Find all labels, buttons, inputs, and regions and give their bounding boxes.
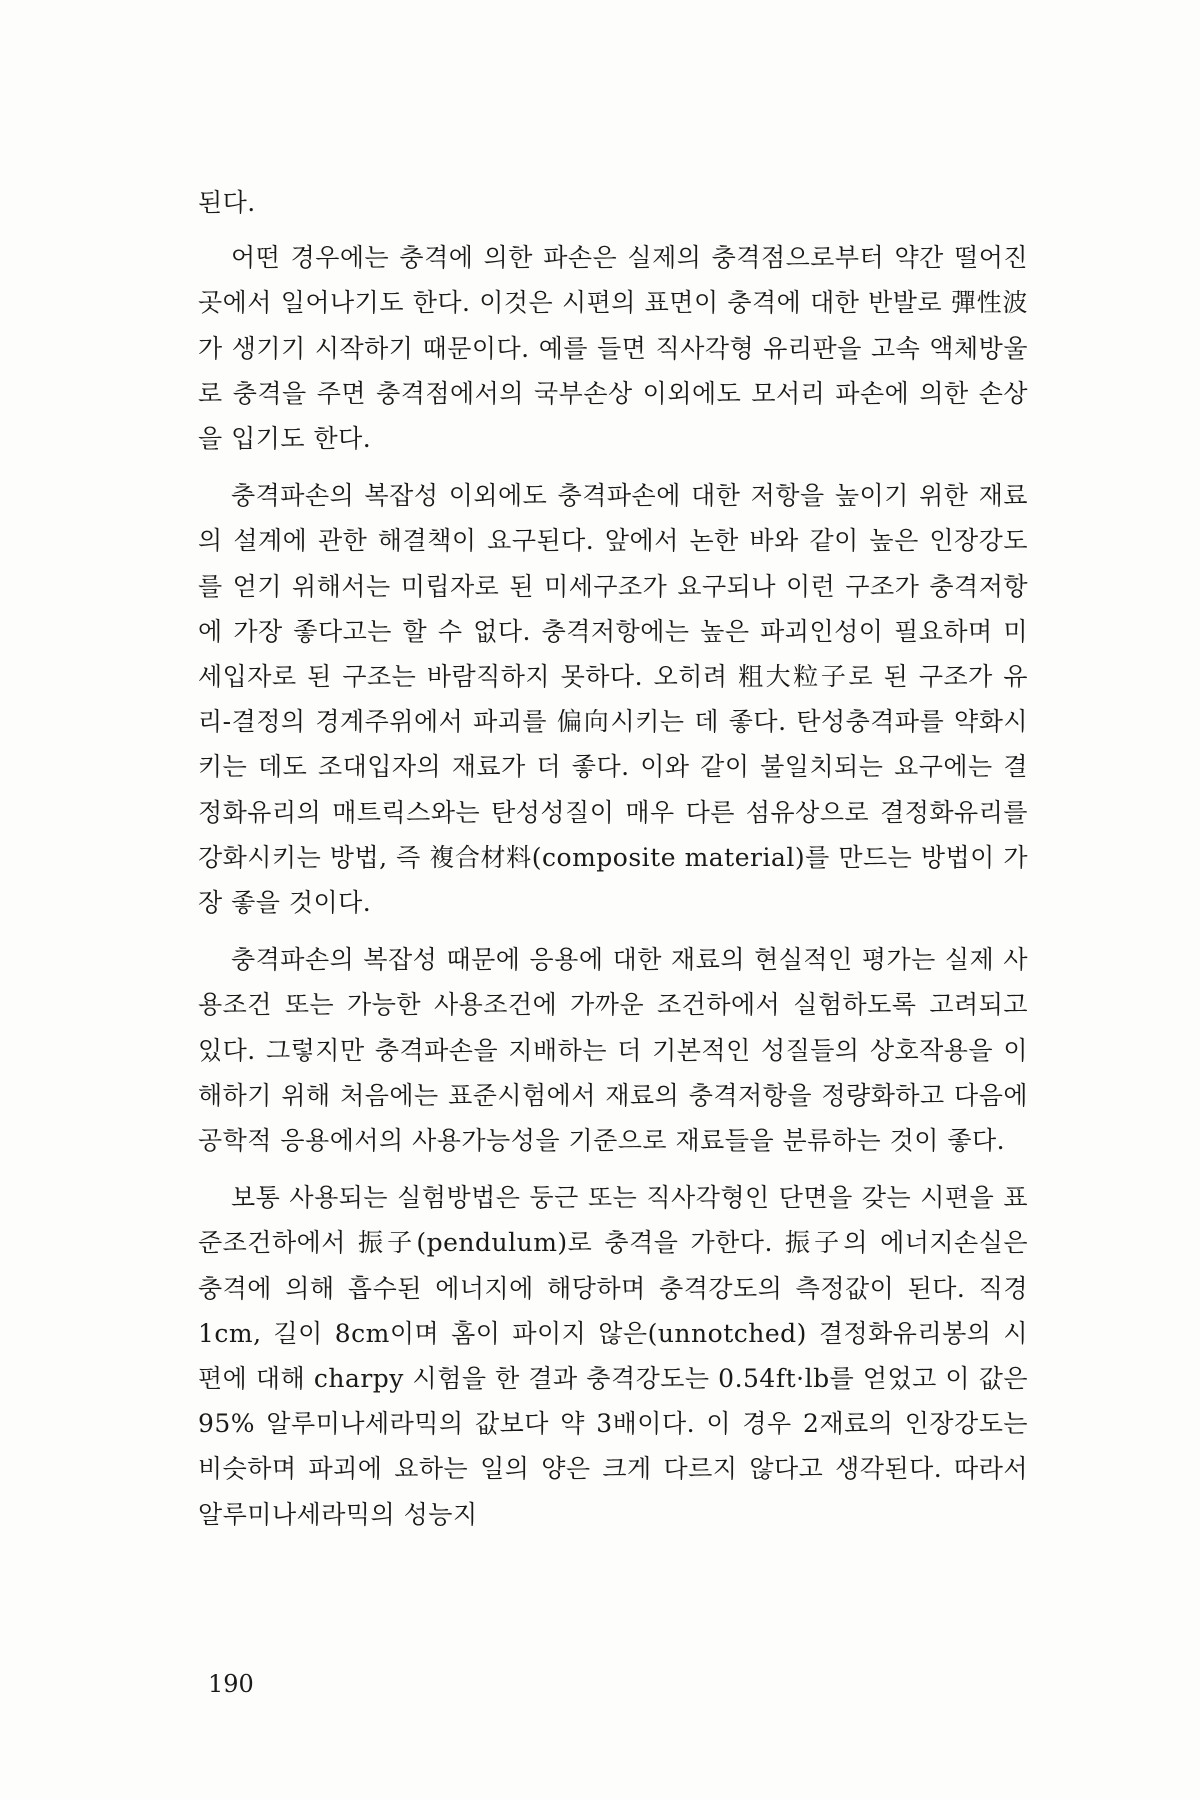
paragraph-impact-location: 어떤 경우에는 충격에 의한 파손은 실제의 충격점으로부터 약간 떨어진 곳에서 일어나기도 한다. 이것은 시편의 표면이 충격에 대한 반발로 彈性波가 생기기 시작하기 때문이다. 예를 들면 직사각형 유리판을 고속 액체방울로 충격을 주면 충격점에서의 국부손상 이외에도 모서리 파손에 의한 손상을 입기도 한다. <box>198 243 1028 454</box>
paragraph-material-design: 충격파손의 복잡성 이외에도 충격파손에 대한 저항을 높이기 위한 재료의 설계에 관한 해결책이 요구된다. 앞에서 논한 바와 같이 높은 인장강도를 얻기 위해서는 미립자로 된 미세구조가 요구되나 이런 구조가 충격저항에 가장 좋다고는 할 수 없다. 충격저항에는 높은 파괴인성이 필요하며 미세입자로 된 구조는 바람직하지 못하다. 오히려 粗大粒子로 된 구조가 유리-결정의 경계주위에서 파괴를 偏向시키는 데 좋다. 탄성충격파를 약화시키는 데도 조대입자의 재료가 더 좋다. 이와 같이 불일치되는 요구에는 결정화유리의 매트릭스와는 탄성성질이 매우 다른 섬유상으로 결정화유리를 강화시키는 방법, 즉 複合材料(composite material)를 만드는 방법이 가장 좋을 것이다. <box>198 481 1028 918</box>
page-number: 190 <box>208 1670 254 1698</box>
paragraph-continuation: 된다. <box>198 188 256 217</box>
paragraph-test-method: 보통 사용되는 실험방법은 둥근 또는 직사각형인 단면을 갖는 시편을 표준조건하에서 振子(pendulum)로 충격을 가한다. 振子의 에너지손실은 충격에 의해 흡수된 에너지에 해당하며 충격강도의 측정값이 된다. 직경 1cm, 길이 8cm이며 홈이 파이지 않은(unnotched) 결정화유리봉의 시편에 대해 charpy 시험을 한 결과 충격강도는 0.54ft·lb를 얻었고 이 값은 95% 알루미나세라믹의 값보다 약 3배이다. 이 경우 2재료의 인장강도는 비슷하며 파괴에 요하는 일의 양은 크게 다르지 않다고 생각된다. 따라서 알루미나세라믹의 성능지 <box>198 1183 1028 1529</box>
paragraph-evaluation: 충격파손의 복잡성 때문에 응용에 대한 재료의 현실적인 평가는 실제 사용조건 또는 가능한 사용조건에 가까운 조건하에서 실험하도록 고려되고 있다. 그렇지만 충격파손을 지배하는 더 기본적인 성질들의 상호작용을 이해하기 위해 처음에는 표준시험에서 재료의 충격저항을 정량화하고 다음에 공학적 응용에서의 사용가능성을 기준으로 재료들을 분류하는 것이 좋다. <box>198 945 1028 1156</box>
body-text <box>198 180 1028 1549</box>
